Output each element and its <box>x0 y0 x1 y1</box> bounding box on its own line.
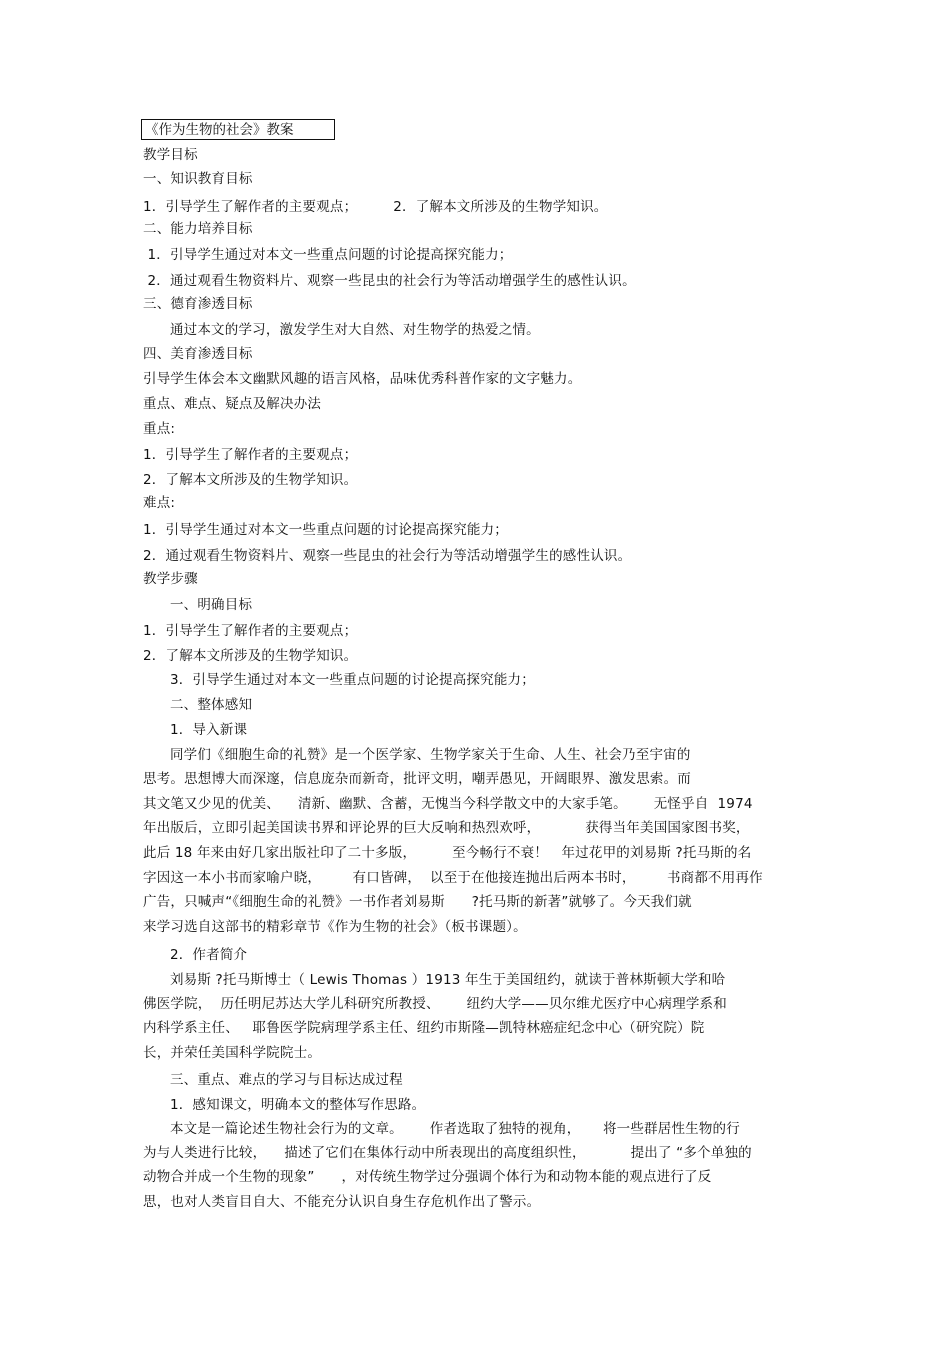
text-line: 2．了解本文所涉及的生物学知识。 <box>143 472 358 488</box>
text-line: 一、明确目标 <box>143 597 253 613</box>
text-line: 此后 18 年来由好几家出版社印了二十多版， 至今畅行不衰！ 年过花甲的刘易斯 ?托马斯的名 <box>143 845 752 861</box>
text-line: 引导学生体会本文幽默风趣的语言风格，品味优秀科普作家的文字魅力。 <box>143 371 582 387</box>
text-line: 1．导入新课 <box>143 722 248 738</box>
document-title: 《作为生物的社会》教案 <box>145 122 294 138</box>
text-line: 一、知识教育目标 <box>143 171 253 187</box>
text-line: 同学们《细胞生命的礼赞》是一个医学家、生物学家关于生命、人生、社会乃至宇宙的 <box>143 747 691 763</box>
text-line: 通过本文的学习，激发学生对大自然、对生物学的热爱之情。 <box>143 322 540 338</box>
text-line: 三、重点、难点的学习与目标达成过程 <box>143 1072 403 1088</box>
text-line: 广告，只喊声“《细胞生命的礼赞》一书作者刘易斯 ?托马斯的新著”就够了。今天我们就 <box>143 894 692 910</box>
text-line: 来学习选自这部书的精彩章节《作为生物的社会》（板书课题）。 <box>143 919 527 935</box>
text-line: 三、德育渗透目标 <box>143 296 253 312</box>
text-line: 1．引导学生了解作者的主要观点； <box>143 623 358 639</box>
text-line: 1．感知课文，明确本文的整体写作思路。 <box>143 1097 426 1113</box>
text-line: 字因这一本小书而家喻户晓， 有口皆碑， 以至于在他接连抛出后两本书时， 书商都不用再作 <box>143 870 763 886</box>
text-line: 1．引导学生通过对本文一些重点问题的讨论提高探究能力； <box>143 247 513 263</box>
text-line: 思考。思想博大而深邃，信息庞杂而新奇，批评文明，嘲弄愚见，开阔眼界、激发思索。而 <box>143 771 691 787</box>
text-line: 刘易斯 ?托马斯博士（ Lewis Thomas ）1913 年生于美国纽约，就读于普林斯顿大学和哈 <box>143 972 726 988</box>
text-line: 四、美育渗透目标 <box>143 346 253 362</box>
text-line: 年出版后，立即引起美国读书界和评论界的巨大反响和热烈欢呼， 获得当年美国国家图书奖， <box>143 820 750 836</box>
text-line: 1．引导学生通过对本文一些重点问题的讨论提高探究能力； <box>143 522 508 538</box>
text-line: 动物合并成一个生物的现象” ，对传统生物学过分强调个体行为和动物本能的观点进行了反 <box>143 1169 712 1185</box>
text-line: 2．作者简介 <box>143 947 248 963</box>
text-line: 1．引导学生了解作者的主要观点； <box>143 447 358 463</box>
text-line: 2．通过观看生物资料片、观察一些昆虫的社会行为等活动增强学生的感性认识。 <box>143 273 636 289</box>
text-line: 为与人类进行比较， 描述了它们在集体行动中所表现出的高度组织性， 提出了 “多个单独的 <box>143 1145 752 1161</box>
text-line: 难点: <box>143 495 176 511</box>
text-line: 2．了解本文所涉及的生物学知识。 <box>143 648 358 664</box>
text-line: 其文笔又少见的优美、 清新、幽默、含蓄，无愧当今科学散文中的大家手笔。 无怪乎自 1974 <box>143 796 753 812</box>
document-title-box <box>141 119 335 140</box>
text-line: 长，并荣任美国科学院院士。 <box>143 1045 322 1061</box>
text-line: 1．引导学生了解作者的主要观点； 2．了解本文所涉及的生物学知识。 <box>143 199 608 215</box>
text-line: 教学目标 <box>143 147 198 163</box>
text-line: 思，也对人类盲目自大、不能充分认识自身生存危机作出了警示。 <box>143 1194 541 1210</box>
text-line: 二、能力培养目标 <box>143 221 253 237</box>
text-line: 本文是一篇论述生物社会行为的文章。 作者选取了独特的视角， 将一些群居性生物的行 <box>143 1121 740 1137</box>
text-line: 内科学系主任、 耶鲁医学院病理学系主任、纽约市斯隆—凯特林癌症纪念中心（研究院）院 <box>143 1020 705 1036</box>
text-line: 重点: <box>143 421 176 437</box>
text-line: 教学步骤 <box>143 571 198 587</box>
text-line: 佛医学院， 历任明尼苏达大学儿科研究所教授、 纽约大学——贝尔维尤医疗中心病理学系和 <box>143 996 727 1012</box>
text-line: 重点、难点、疑点及解决办法 <box>143 396 322 412</box>
text-line: 二、整体感知 <box>143 697 253 713</box>
text-line: 2．通过观看生物资料片、观察一些昆虫的社会行为等活动增强学生的感性认识。 <box>143 548 632 564</box>
text-line: 3．引导学生通过对本文一些重点问题的讨论提高探究能力； <box>143 672 535 688</box>
